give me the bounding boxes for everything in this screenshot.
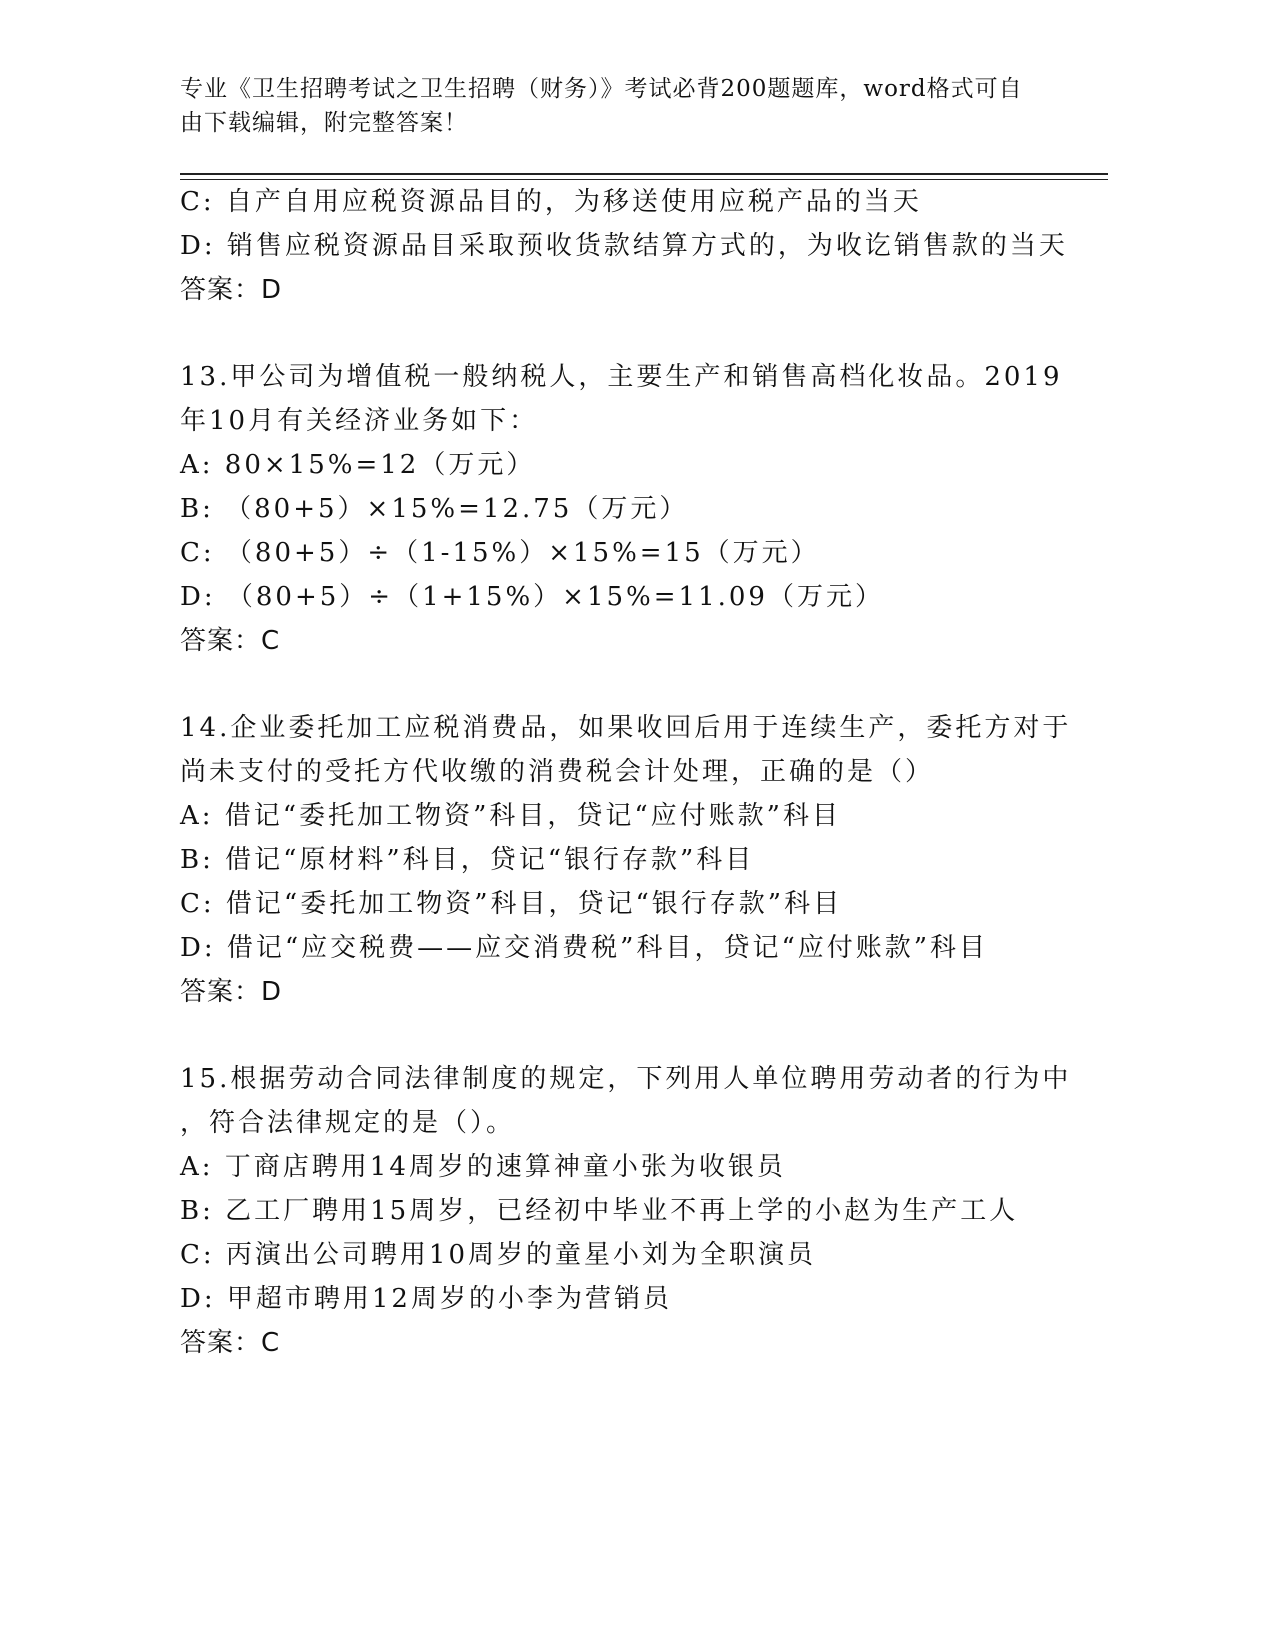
question-14 — [180, 706, 1080, 1014]
answer-line: 答案：C — [180, 1328, 281, 1358]
option-c: C: （80+5）÷（1-15%）×15%=15（万元） — [180, 538, 820, 568]
question-stem-line: 尚未支付的受托方代收缴的消费税会计处理，正确的是（） — [180, 757, 935, 787]
option-d: D: （80+5）÷（1+15%）×15%=11.09（万元） — [180, 582, 884, 612]
option-c: C: 丙演出公司聘用10周岁的童星小刘为全职演员 — [180, 1240, 817, 1270]
header-divider-thick — [180, 173, 1108, 175]
answer-line: 答案：D — [180, 275, 283, 305]
header-line-2: 由下载编辑，附完整答案！ — [180, 110, 468, 136]
question-13 — [180, 355, 1080, 663]
option-c: C: 借记“委托加工物资”科目，贷记“银行存款”科目 — [180, 889, 843, 919]
question-stem-line: 14.企业委托加工应税消费品，如果收回后用于连续生产，委托方对于 — [180, 713, 1072, 743]
option-a: A: 借记“委托加工物资”科目，贷记“应付账款”科目 — [180, 801, 841, 831]
option-d: D: 借记“应交税费——应交消费税”科目，贷记“应付账款”科目 — [180, 933, 989, 963]
question-list — [180, 180, 1080, 1365]
option-c: C: 自产自用应税资源品目的，为移送使用应税产品的当天 — [180, 187, 922, 217]
option-b: B: （80+5）×15%=12.75（万元） — [180, 494, 689, 524]
option-b: B: 借记“原材料”科目，贷记“银行存款”科目 — [180, 845, 755, 875]
option-a: A: 丁商店聘用14周岁的速算神童小张为收银员 — [180, 1152, 786, 1182]
question-stem-line: ，符合法律规定的是（）。 — [180, 1108, 516, 1138]
option-b: B: 乙工厂聘用15周岁，已经初中毕业不再上学的小赵为生产工人 — [180, 1196, 1019, 1226]
answer-line: 答案：C — [180, 626, 281, 656]
option-a: A: 80×15%=12（万元） — [180, 450, 536, 480]
question-stem-line: 13.甲公司为增值税一般纳税人，主要生产和销售高档化妆品。2019 — [180, 362, 1063, 392]
option-d: D: 销售应税资源品目采取预收货款结算方式的，为收讫销售款的当天 — [180, 231, 1068, 261]
document-header — [180, 72, 1040, 140]
answer-line: 答案：D — [180, 977, 283, 1007]
question-stem-line: 年10月有关经济业务如下： — [180, 406, 539, 436]
question-15 — [180, 1057, 1080, 1365]
question-stem-line: 15.根据劳动合同法律制度的规定，下列用人单位聘用劳动者的行为中 — [180, 1064, 1072, 1094]
question-fragment — [180, 180, 1080, 312]
option-d: D: 甲超市聘用12周岁的小李为营销员 — [180, 1284, 672, 1314]
header-line-1: 专业《卫生招聘考试之卫生招聘（财务）》考试必背200题题库，word格式可自 — [180, 76, 1023, 102]
